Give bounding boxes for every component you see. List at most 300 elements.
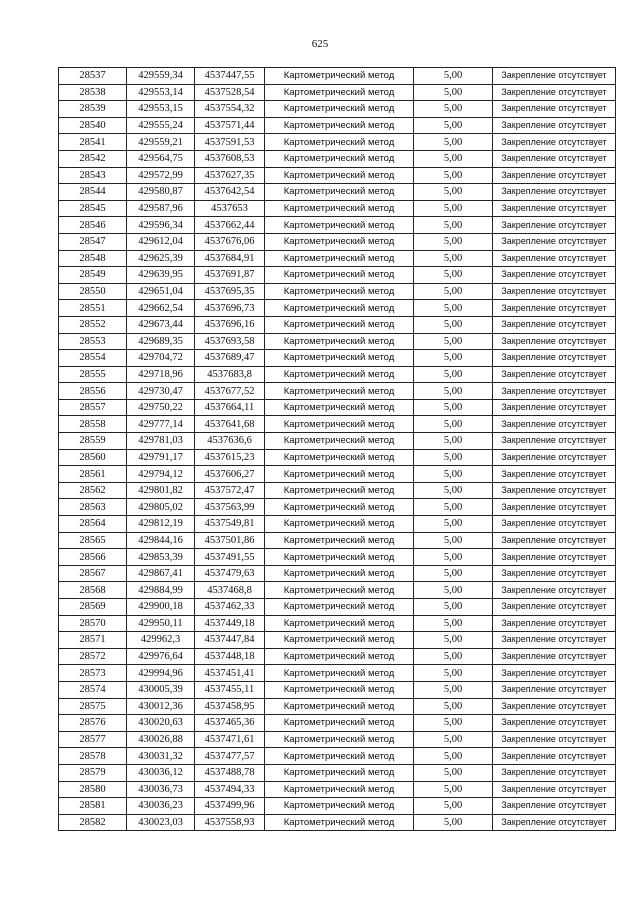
point-number-cell: 28561 bbox=[59, 466, 127, 483]
fixation-cell: Закрепление отсутствует bbox=[493, 532, 616, 549]
y-coordinate-cell: 4537494,33 bbox=[195, 781, 265, 798]
point-number-cell: 28547 bbox=[59, 233, 127, 250]
y-coordinate-cell: 4537606,27 bbox=[195, 466, 265, 483]
fixation-cell: Закрепление отсутствует bbox=[493, 399, 616, 416]
table-row bbox=[59, 433, 616, 450]
fixation-cell: Закрепление отсутствует bbox=[493, 150, 616, 167]
y-coordinate-cell: 4537558,93 bbox=[195, 814, 265, 831]
x-coordinate-cell: 429853,39 bbox=[127, 549, 195, 566]
fixation-cell: Закрепление отсутствует bbox=[493, 433, 616, 450]
fixation-cell: Закрепление отсутствует bbox=[493, 748, 616, 765]
table-row bbox=[59, 200, 616, 217]
y-coordinate-cell: 4537695,35 bbox=[195, 283, 265, 300]
accuracy-cell: 5,00 bbox=[414, 731, 493, 748]
point-number-cell: 28569 bbox=[59, 599, 127, 616]
method-cell: Картометрический метод bbox=[265, 217, 414, 234]
fixation-cell: Закрепление отсутствует bbox=[493, 333, 616, 350]
point-number-cell: 28575 bbox=[59, 698, 127, 715]
y-coordinate-cell: 4537447,84 bbox=[195, 632, 265, 649]
x-coordinate-cell: 429689,35 bbox=[127, 333, 195, 350]
point-number-cell: 28542 bbox=[59, 150, 127, 167]
method-cell: Картометрический метод bbox=[265, 731, 414, 748]
fixation-cell: Закрепление отсутствует bbox=[493, 233, 616, 250]
y-coordinate-cell: 4537571,44 bbox=[195, 117, 265, 134]
x-coordinate-cell: 429781,03 bbox=[127, 433, 195, 450]
y-coordinate-cell: 4537499,96 bbox=[195, 798, 265, 815]
point-number-cell: 28577 bbox=[59, 731, 127, 748]
table-body bbox=[59, 68, 616, 831]
point-number-cell: 28560 bbox=[59, 449, 127, 466]
accuracy-cell: 5,00 bbox=[414, 101, 493, 118]
y-coordinate-cell: 4537677,52 bbox=[195, 383, 265, 400]
method-cell: Картометрический метод bbox=[265, 748, 414, 765]
point-number-cell: 28546 bbox=[59, 217, 127, 234]
table-row bbox=[59, 267, 616, 284]
x-coordinate-cell: 429587,96 bbox=[127, 200, 195, 217]
accuracy-cell: 5,00 bbox=[414, 632, 493, 649]
x-coordinate-cell: 429572,99 bbox=[127, 167, 195, 184]
table-row bbox=[59, 698, 616, 715]
table-row bbox=[59, 798, 616, 815]
accuracy-cell: 5,00 bbox=[414, 399, 493, 416]
x-coordinate-cell: 429962,3 bbox=[127, 632, 195, 649]
fixation-cell: Закрепление отсутствует bbox=[493, 582, 616, 599]
y-coordinate-cell: 4537449,18 bbox=[195, 615, 265, 632]
accuracy-cell: 5,00 bbox=[414, 665, 493, 682]
table-row bbox=[59, 117, 616, 134]
accuracy-cell: 5,00 bbox=[414, 549, 493, 566]
fixation-cell: Закрепление отсутствует bbox=[493, 350, 616, 367]
point-number-cell: 28564 bbox=[59, 516, 127, 533]
x-coordinate-cell: 429651,04 bbox=[127, 283, 195, 300]
accuracy-cell: 5,00 bbox=[414, 648, 493, 665]
x-coordinate-cell: 429812,19 bbox=[127, 516, 195, 533]
table-row bbox=[59, 134, 616, 151]
accuracy-cell: 5,00 bbox=[414, 781, 493, 798]
y-coordinate-cell: 4537462,33 bbox=[195, 599, 265, 616]
method-cell: Картометрический метод bbox=[265, 516, 414, 533]
table-row bbox=[59, 582, 616, 599]
accuracy-cell: 5,00 bbox=[414, 283, 493, 300]
method-cell: Картометрический метод bbox=[265, 300, 414, 317]
fixation-cell: Закрепление отсутствует bbox=[493, 665, 616, 682]
point-number-cell: 28541 bbox=[59, 134, 127, 151]
y-coordinate-cell: 4537662,44 bbox=[195, 217, 265, 234]
fixation-cell: Закрепление отсутствует bbox=[493, 549, 616, 566]
table-row bbox=[59, 184, 616, 201]
fixation-cell: Закрепление отсутствует bbox=[493, 698, 616, 715]
x-coordinate-cell: 429805,02 bbox=[127, 499, 195, 516]
page-number: 625 bbox=[311, 38, 329, 50]
x-coordinate-cell: 429794,12 bbox=[127, 466, 195, 483]
x-coordinate-cell: 429867,41 bbox=[127, 565, 195, 582]
accuracy-cell: 5,00 bbox=[414, 748, 493, 765]
fixation-cell: Закрепление отсутствует bbox=[493, 101, 616, 118]
point-number-cell: 28549 bbox=[59, 267, 127, 284]
point-number-cell: 28538 bbox=[59, 84, 127, 101]
point-number-cell: 28574 bbox=[59, 681, 127, 698]
accuracy-cell: 5,00 bbox=[414, 250, 493, 267]
fixation-cell: Закрепление отсутствует bbox=[493, 599, 616, 616]
fixation-cell: Закрепление отсутствует bbox=[493, 250, 616, 267]
fixation-cell: Закрепление отсутствует bbox=[493, 184, 616, 201]
y-coordinate-cell: 4537488,78 bbox=[195, 764, 265, 781]
fixation-cell: Закрепление отсутствует bbox=[493, 731, 616, 748]
y-coordinate-cell: 4537642,54 bbox=[195, 184, 265, 201]
method-cell: Картометрический метод bbox=[265, 399, 414, 416]
table-row bbox=[59, 549, 616, 566]
fixation-cell: Закрепление отсутствует bbox=[493, 814, 616, 831]
method-cell: Картометрический метод bbox=[265, 250, 414, 267]
point-number-cell: 28559 bbox=[59, 433, 127, 450]
y-coordinate-cell: 4537664,11 bbox=[195, 399, 265, 416]
point-number-cell: 28572 bbox=[59, 648, 127, 665]
method-cell: Картометрический метод bbox=[265, 134, 414, 151]
point-number-cell: 28578 bbox=[59, 748, 127, 765]
y-coordinate-cell: 4537693,58 bbox=[195, 333, 265, 350]
table-row bbox=[59, 84, 616, 101]
method-cell: Картометрический метод bbox=[265, 68, 414, 85]
fixation-cell: Закрепление отсутствует bbox=[493, 482, 616, 499]
point-number-cell: 28537 bbox=[59, 68, 127, 85]
accuracy-cell: 5,00 bbox=[414, 814, 493, 831]
accuracy-cell: 5,00 bbox=[414, 615, 493, 632]
fixation-cell: Закрепление отсутствует bbox=[493, 316, 616, 333]
method-cell: Картометрический метод bbox=[265, 565, 414, 582]
x-coordinate-cell: 430005,39 bbox=[127, 681, 195, 698]
accuracy-cell: 5,00 bbox=[414, 433, 493, 450]
x-coordinate-cell: 429900,18 bbox=[127, 599, 195, 616]
accuracy-cell: 5,00 bbox=[414, 316, 493, 333]
x-coordinate-cell: 429801,82 bbox=[127, 482, 195, 499]
table-row bbox=[59, 681, 616, 698]
table-row bbox=[59, 499, 616, 516]
point-number-cell: 28558 bbox=[59, 416, 127, 433]
y-coordinate-cell: 4537627,35 bbox=[195, 167, 265, 184]
point-number-cell: 28550 bbox=[59, 283, 127, 300]
table-row bbox=[59, 715, 616, 732]
accuracy-cell: 5,00 bbox=[414, 333, 493, 350]
fixation-cell: Закрепление отсутствует bbox=[493, 632, 616, 649]
table-row bbox=[59, 68, 616, 85]
point-number-cell: 28551 bbox=[59, 300, 127, 317]
point-number-cell: 28556 bbox=[59, 383, 127, 400]
method-cell: Картометрический метод bbox=[265, 599, 414, 616]
method-cell: Картометрический метод bbox=[265, 715, 414, 732]
point-number-cell: 28571 bbox=[59, 632, 127, 649]
fixation-cell: Закрепление отсутствует bbox=[493, 715, 616, 732]
y-coordinate-cell: 4537554,32 bbox=[195, 101, 265, 118]
y-coordinate-cell: 4537608,53 bbox=[195, 150, 265, 167]
method-cell: Картометрический метод bbox=[265, 184, 414, 201]
method-cell: Картометрический метод bbox=[265, 383, 414, 400]
fixation-cell: Закрепление отсутствует bbox=[493, 200, 616, 217]
table-row bbox=[59, 101, 616, 118]
y-coordinate-cell: 4537641,68 bbox=[195, 416, 265, 433]
point-number-cell: 28552 bbox=[59, 316, 127, 333]
table-row bbox=[59, 316, 616, 333]
accuracy-cell: 5,00 bbox=[414, 516, 493, 533]
method-cell: Картометрический метод bbox=[265, 632, 414, 649]
table-row bbox=[59, 233, 616, 250]
table-row bbox=[59, 731, 616, 748]
x-coordinate-cell: 429612,04 bbox=[127, 233, 195, 250]
table-row bbox=[59, 217, 616, 234]
x-coordinate-cell: 429718,96 bbox=[127, 366, 195, 383]
fixation-cell: Закрепление отсутствует bbox=[493, 134, 616, 151]
accuracy-cell: 5,00 bbox=[414, 233, 493, 250]
accuracy-cell: 5,00 bbox=[414, 698, 493, 715]
point-number-cell: 28545 bbox=[59, 200, 127, 217]
method-cell: Картометрический метод bbox=[265, 549, 414, 566]
fixation-cell: Закрепление отсутствует bbox=[493, 383, 616, 400]
y-coordinate-cell: 4537696,16 bbox=[195, 316, 265, 333]
fixation-cell: Закрепление отсутствует bbox=[493, 217, 616, 234]
accuracy-cell: 5,00 bbox=[414, 532, 493, 549]
accuracy-cell: 5,00 bbox=[414, 300, 493, 317]
fixation-cell: Закрепление отсутствует bbox=[493, 764, 616, 781]
x-coordinate-cell: 429553,15 bbox=[127, 101, 195, 118]
method-cell: Картометрический метод bbox=[265, 200, 414, 217]
accuracy-cell: 5,00 bbox=[414, 449, 493, 466]
x-coordinate-cell: 430036,23 bbox=[127, 798, 195, 815]
accuracy-cell: 5,00 bbox=[414, 217, 493, 234]
fixation-cell: Закрепление отсутствует bbox=[493, 681, 616, 698]
x-coordinate-cell: 430036,12 bbox=[127, 764, 195, 781]
y-coordinate-cell: 4537477,57 bbox=[195, 748, 265, 765]
x-coordinate-cell: 429555,24 bbox=[127, 117, 195, 134]
x-coordinate-cell: 430031,32 bbox=[127, 748, 195, 765]
point-number-cell: 28555 bbox=[59, 366, 127, 383]
table-row bbox=[59, 764, 616, 781]
point-number-cell: 28540 bbox=[59, 117, 127, 134]
point-number-cell: 28548 bbox=[59, 250, 127, 267]
accuracy-cell: 5,00 bbox=[414, 366, 493, 383]
coordinates-table bbox=[58, 67, 616, 831]
y-coordinate-cell: 4537465,36 bbox=[195, 715, 265, 732]
point-number-cell: 28567 bbox=[59, 565, 127, 582]
y-coordinate-cell: 4537691,87 bbox=[195, 267, 265, 284]
x-coordinate-cell: 429976,64 bbox=[127, 648, 195, 665]
accuracy-cell: 5,00 bbox=[414, 267, 493, 284]
method-cell: Картометрический метод bbox=[265, 283, 414, 300]
fixation-cell: Закрепление отсутствует bbox=[493, 798, 616, 815]
table-row bbox=[59, 516, 616, 533]
x-coordinate-cell: 429559,21 bbox=[127, 134, 195, 151]
point-number-cell: 28544 bbox=[59, 184, 127, 201]
point-number-cell: 28576 bbox=[59, 715, 127, 732]
point-number-cell: 28582 bbox=[59, 814, 127, 831]
accuracy-cell: 5,00 bbox=[414, 482, 493, 499]
y-coordinate-cell: 4537528,54 bbox=[195, 84, 265, 101]
table-row bbox=[59, 781, 616, 798]
table-row bbox=[59, 532, 616, 549]
y-coordinate-cell: 4537653 bbox=[195, 200, 265, 217]
accuracy-cell: 5,00 bbox=[414, 681, 493, 698]
x-coordinate-cell: 429596,34 bbox=[127, 217, 195, 234]
table-row bbox=[59, 632, 616, 649]
table-row bbox=[59, 648, 616, 665]
x-coordinate-cell: 429730,47 bbox=[127, 383, 195, 400]
accuracy-cell: 5,00 bbox=[414, 150, 493, 167]
fixation-cell: Закрепление отсутствует bbox=[493, 781, 616, 798]
method-cell: Картометрический метод bbox=[265, 333, 414, 350]
y-coordinate-cell: 4537563,99 bbox=[195, 499, 265, 516]
fixation-cell: Закрепление отсутствует bbox=[493, 516, 616, 533]
accuracy-cell: 5,00 bbox=[414, 499, 493, 516]
y-coordinate-cell: 4537451,41 bbox=[195, 665, 265, 682]
accuracy-cell: 5,00 bbox=[414, 117, 493, 134]
point-number-cell: 28554 bbox=[59, 350, 127, 367]
y-coordinate-cell: 4537615,23 bbox=[195, 449, 265, 466]
accuracy-cell: 5,00 bbox=[414, 383, 493, 400]
fixation-cell: Закрепление отсутствует bbox=[493, 499, 616, 516]
method-cell: Картометрический метод bbox=[265, 482, 414, 499]
method-cell: Картометрический метод bbox=[265, 101, 414, 118]
x-coordinate-cell: 429625,39 bbox=[127, 250, 195, 267]
x-coordinate-cell: 429553,14 bbox=[127, 84, 195, 101]
table-row bbox=[59, 482, 616, 499]
y-coordinate-cell: 4537491,55 bbox=[195, 549, 265, 566]
table-row bbox=[59, 283, 616, 300]
x-coordinate-cell: 430026,88 bbox=[127, 731, 195, 748]
accuracy-cell: 5,00 bbox=[414, 84, 493, 101]
table-row bbox=[59, 300, 616, 317]
x-coordinate-cell: 430020,63 bbox=[127, 715, 195, 732]
fixation-cell: Закрепление отсутствует bbox=[493, 167, 616, 184]
fixation-cell: Закрепление отсутствует bbox=[493, 68, 616, 85]
accuracy-cell: 5,00 bbox=[414, 715, 493, 732]
accuracy-cell: 5,00 bbox=[414, 167, 493, 184]
table-row bbox=[59, 615, 616, 632]
y-coordinate-cell: 4537689,47 bbox=[195, 350, 265, 367]
y-coordinate-cell: 4537468,8 bbox=[195, 582, 265, 599]
method-cell: Картометрический метод bbox=[265, 233, 414, 250]
x-coordinate-cell: 429791,17 bbox=[127, 449, 195, 466]
method-cell: Картометрический метод bbox=[265, 316, 414, 333]
table-row bbox=[59, 416, 616, 433]
table-row bbox=[59, 333, 616, 350]
x-coordinate-cell: 430023,03 bbox=[127, 814, 195, 831]
method-cell: Картометрический метод bbox=[265, 267, 414, 284]
table-row bbox=[59, 665, 616, 682]
fixation-cell: Закрепление отсутствует bbox=[493, 283, 616, 300]
accuracy-cell: 5,00 bbox=[414, 764, 493, 781]
fixation-cell: Закрепление отсутствует bbox=[493, 366, 616, 383]
y-coordinate-cell: 4537683,8 bbox=[195, 366, 265, 383]
accuracy-cell: 5,00 bbox=[414, 466, 493, 483]
fixation-cell: Закрепление отсутствует bbox=[493, 84, 616, 101]
fixation-cell: Закрепление отсутствует bbox=[493, 449, 616, 466]
accuracy-cell: 5,00 bbox=[414, 68, 493, 85]
fixation-cell: Закрепление отсутствует bbox=[493, 300, 616, 317]
method-cell: Картометрический метод bbox=[265, 582, 414, 599]
x-coordinate-cell: 429639,95 bbox=[127, 267, 195, 284]
method-cell: Картометрический метод bbox=[265, 167, 414, 184]
y-coordinate-cell: 4537549,81 bbox=[195, 516, 265, 533]
table-row bbox=[59, 814, 616, 831]
accuracy-cell: 5,00 bbox=[414, 134, 493, 151]
x-coordinate-cell: 429559,34 bbox=[127, 68, 195, 85]
method-cell: Картометрический метод bbox=[265, 499, 414, 516]
method-cell: Картометрический метод bbox=[265, 814, 414, 831]
point-number-cell: 28580 bbox=[59, 781, 127, 798]
method-cell: Картометрический метод bbox=[265, 781, 414, 798]
fixation-cell: Закрепление отсутствует bbox=[493, 267, 616, 284]
point-number-cell: 28563 bbox=[59, 499, 127, 516]
y-coordinate-cell: 4537676,06 bbox=[195, 233, 265, 250]
x-coordinate-cell: 429662,54 bbox=[127, 300, 195, 317]
fixation-cell: Закрепление отсутствует bbox=[493, 565, 616, 582]
table-row bbox=[59, 167, 616, 184]
accuracy-cell: 5,00 bbox=[414, 416, 493, 433]
method-cell: Картометрический метод bbox=[265, 84, 414, 101]
y-coordinate-cell: 4537696,73 bbox=[195, 300, 265, 317]
x-coordinate-cell: 429994,96 bbox=[127, 665, 195, 682]
x-coordinate-cell: 429884,99 bbox=[127, 582, 195, 599]
point-number-cell: 28570 bbox=[59, 615, 127, 632]
method-cell: Картометрический метод bbox=[265, 433, 414, 450]
method-cell: Картометрический метод bbox=[265, 681, 414, 698]
y-coordinate-cell: 4537501,86 bbox=[195, 532, 265, 549]
method-cell: Картометрический метод bbox=[265, 665, 414, 682]
table-row bbox=[59, 250, 616, 267]
table-row bbox=[59, 350, 616, 367]
accuracy-cell: 5,00 bbox=[414, 599, 493, 616]
fixation-cell: Закрепление отсутствует bbox=[493, 416, 616, 433]
method-cell: Картометрический метод bbox=[265, 416, 414, 433]
point-number-cell: 28565 bbox=[59, 532, 127, 549]
y-coordinate-cell: 4537455,11 bbox=[195, 681, 265, 698]
point-number-cell: 28566 bbox=[59, 549, 127, 566]
method-cell: Картометрический метод bbox=[265, 764, 414, 781]
method-cell: Картометрический метод bbox=[265, 150, 414, 167]
method-cell: Картометрический метод bbox=[265, 798, 414, 815]
x-coordinate-cell: 429564,75 bbox=[127, 150, 195, 167]
y-coordinate-cell: 4537572,47 bbox=[195, 482, 265, 499]
y-coordinate-cell: 4537471,61 bbox=[195, 731, 265, 748]
x-coordinate-cell: 429844,16 bbox=[127, 532, 195, 549]
accuracy-cell: 5,00 bbox=[414, 184, 493, 201]
y-coordinate-cell: 4537479,63 bbox=[195, 565, 265, 582]
y-coordinate-cell: 4537448,18 bbox=[195, 648, 265, 665]
table-row bbox=[59, 449, 616, 466]
y-coordinate-cell: 4537684,91 bbox=[195, 250, 265, 267]
accuracy-cell: 5,00 bbox=[414, 350, 493, 367]
point-number-cell: 28581 bbox=[59, 798, 127, 815]
point-number-cell: 28553 bbox=[59, 333, 127, 350]
x-coordinate-cell: 429673,44 bbox=[127, 316, 195, 333]
table-row bbox=[59, 599, 616, 616]
x-coordinate-cell: 429777,14 bbox=[127, 416, 195, 433]
x-coordinate-cell: 429950,11 bbox=[127, 615, 195, 632]
method-cell: Картометрический метод bbox=[265, 648, 414, 665]
fixation-cell: Закрепление отсутствует bbox=[493, 615, 616, 632]
method-cell: Картометрический метод bbox=[265, 698, 414, 715]
method-cell: Картометрический метод bbox=[265, 466, 414, 483]
method-cell: Картометрический метод bbox=[265, 449, 414, 466]
fixation-cell: Закрепление отсутствует bbox=[493, 648, 616, 665]
table-row bbox=[59, 466, 616, 483]
accuracy-cell: 5,00 bbox=[414, 565, 493, 582]
point-number-cell: 28539 bbox=[59, 101, 127, 118]
y-coordinate-cell: 4537636,6 bbox=[195, 433, 265, 450]
fixation-cell: Закрепление отсутствует bbox=[493, 466, 616, 483]
point-number-cell: 28543 bbox=[59, 167, 127, 184]
x-coordinate-cell: 430012,36 bbox=[127, 698, 195, 715]
accuracy-cell: 5,00 bbox=[414, 200, 493, 217]
accuracy-cell: 5,00 bbox=[414, 582, 493, 599]
